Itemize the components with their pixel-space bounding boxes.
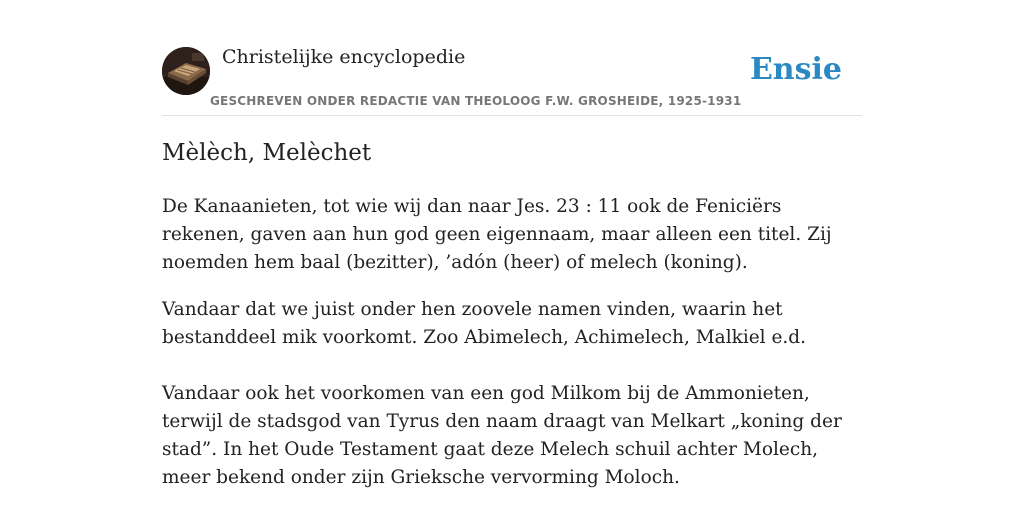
article-paragraph: De Kanaanieten, tot wie wij dan naar Jes. 23 : 11 ook de Feniciërs rekenen, gaven aan hun god geen eigennaam, maar alleen een titel. Zij noemden hem baal (bezitter), ’adón (heer) of melech (koning). xyxy=(162,196,832,273)
book-photo-icon xyxy=(162,47,210,95)
ensie-logo[interactable]: Ensie xyxy=(749,52,842,87)
article-paragraph: Vandaar dat we juist onder hen zoovele namen vinden, waarin het bestanddeel mik voorkomt. Zoo Abimelech, Achimelech, Malkiel e.d. xyxy=(162,299,807,348)
avatar[interactable] xyxy=(162,47,210,95)
source-subtitle: GESCHREVEN ONDER REDACTIE VAN THEOLOOG F.W. GROSHEIDE, 1925-1931 xyxy=(210,94,742,108)
article-title: Mèlèch, Melèchet xyxy=(162,140,372,166)
header xyxy=(162,46,862,116)
header-divider xyxy=(162,115,862,116)
source-title[interactable]: Christelijke encyclopedie xyxy=(222,46,466,68)
article-paragraph: Vandaar ook het voorkomen van een god Milkom bij de Ammonieten, terwijl de stadsgod van Tyrus den naam draagt van Melkart „koning der stad”. In het Oude Testament gaat deze Melech schuil achter Molech, meer bekend onder zijn Grieksche vervorming Moloch. xyxy=(162,383,842,488)
